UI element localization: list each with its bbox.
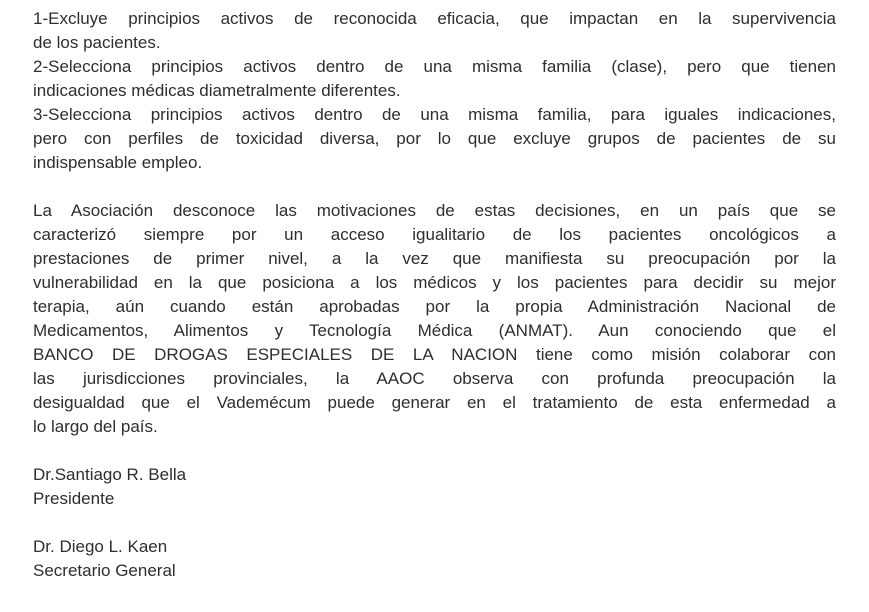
- text-line: de los pacientes.: [33, 33, 161, 52]
- text-line: 1-Excluye principios activos de reconocida eficacia, que impactan en la supervivencia: [33, 9, 836, 28]
- text-line: lo largo del país.: [33, 417, 158, 436]
- text-line: las jurisdicciones provinciales, la AAOC observa con profunda preocupación la: [33, 369, 836, 388]
- text-line: 3-Selecciona principios activos dentro de una misma familia, para iguales indicaciones,: [33, 105, 836, 124]
- text-line: Dr.Santiago R. Bella: [33, 465, 187, 484]
- text-line: pero con perfiles de toxicidad diversa, por lo que excluye grupos de pacientes de su: [33, 129, 836, 148]
- signature-president: [33, 463, 836, 511]
- text-line: BANCO DE DROGAS ESPECIALES DE LA NACION tiene como misión colaborar con: [33, 345, 836, 364]
- point-1: [33, 7, 836, 55]
- text-line: indicaciones médicas diametralmente diferentes.: [33, 81, 401, 100]
- text-line: La Asociación desconoce las motivaciones de estas decisiones, en un país que se: [33, 201, 836, 220]
- text-line: 2-Selecciona principios activos dentro de una misma familia (clase), pero que tienen: [33, 57, 836, 76]
- text-line: Dr. Diego L. Kaen: [33, 537, 168, 556]
- text-line: Presidente: [33, 489, 115, 508]
- point-2: [33, 55, 836, 103]
- text-line: desigualdad que el Vademécum puede generar en el tratamiento de esta enfermedad a: [33, 393, 836, 412]
- text-line: indispensable empleo.: [33, 153, 203, 172]
- text-line: vulnerabilidad en la que posiciona a los médicos y los pacientes para decidir su mejor: [33, 273, 836, 292]
- association-statement: [33, 199, 836, 439]
- point-3: [33, 103, 836, 175]
- text-line: Secretario General: [33, 561, 176, 580]
- text-line: caracterizó siempre por un acceso igualitario de los pacientes oncológicos a: [33, 225, 836, 244]
- text-line: prestaciones de primer nivel, a la vez que manifiesta su preocupación por la: [33, 249, 836, 268]
- text-line: Medicamentos, Alimentos y Tecnología Médica (ANMAT). Aun conociendo que el: [33, 321, 836, 340]
- signature-secretary: [33, 535, 836, 583]
- text-line: terapia, aún cuando están aprobadas por la propia Administración Nacional de: [33, 297, 836, 316]
